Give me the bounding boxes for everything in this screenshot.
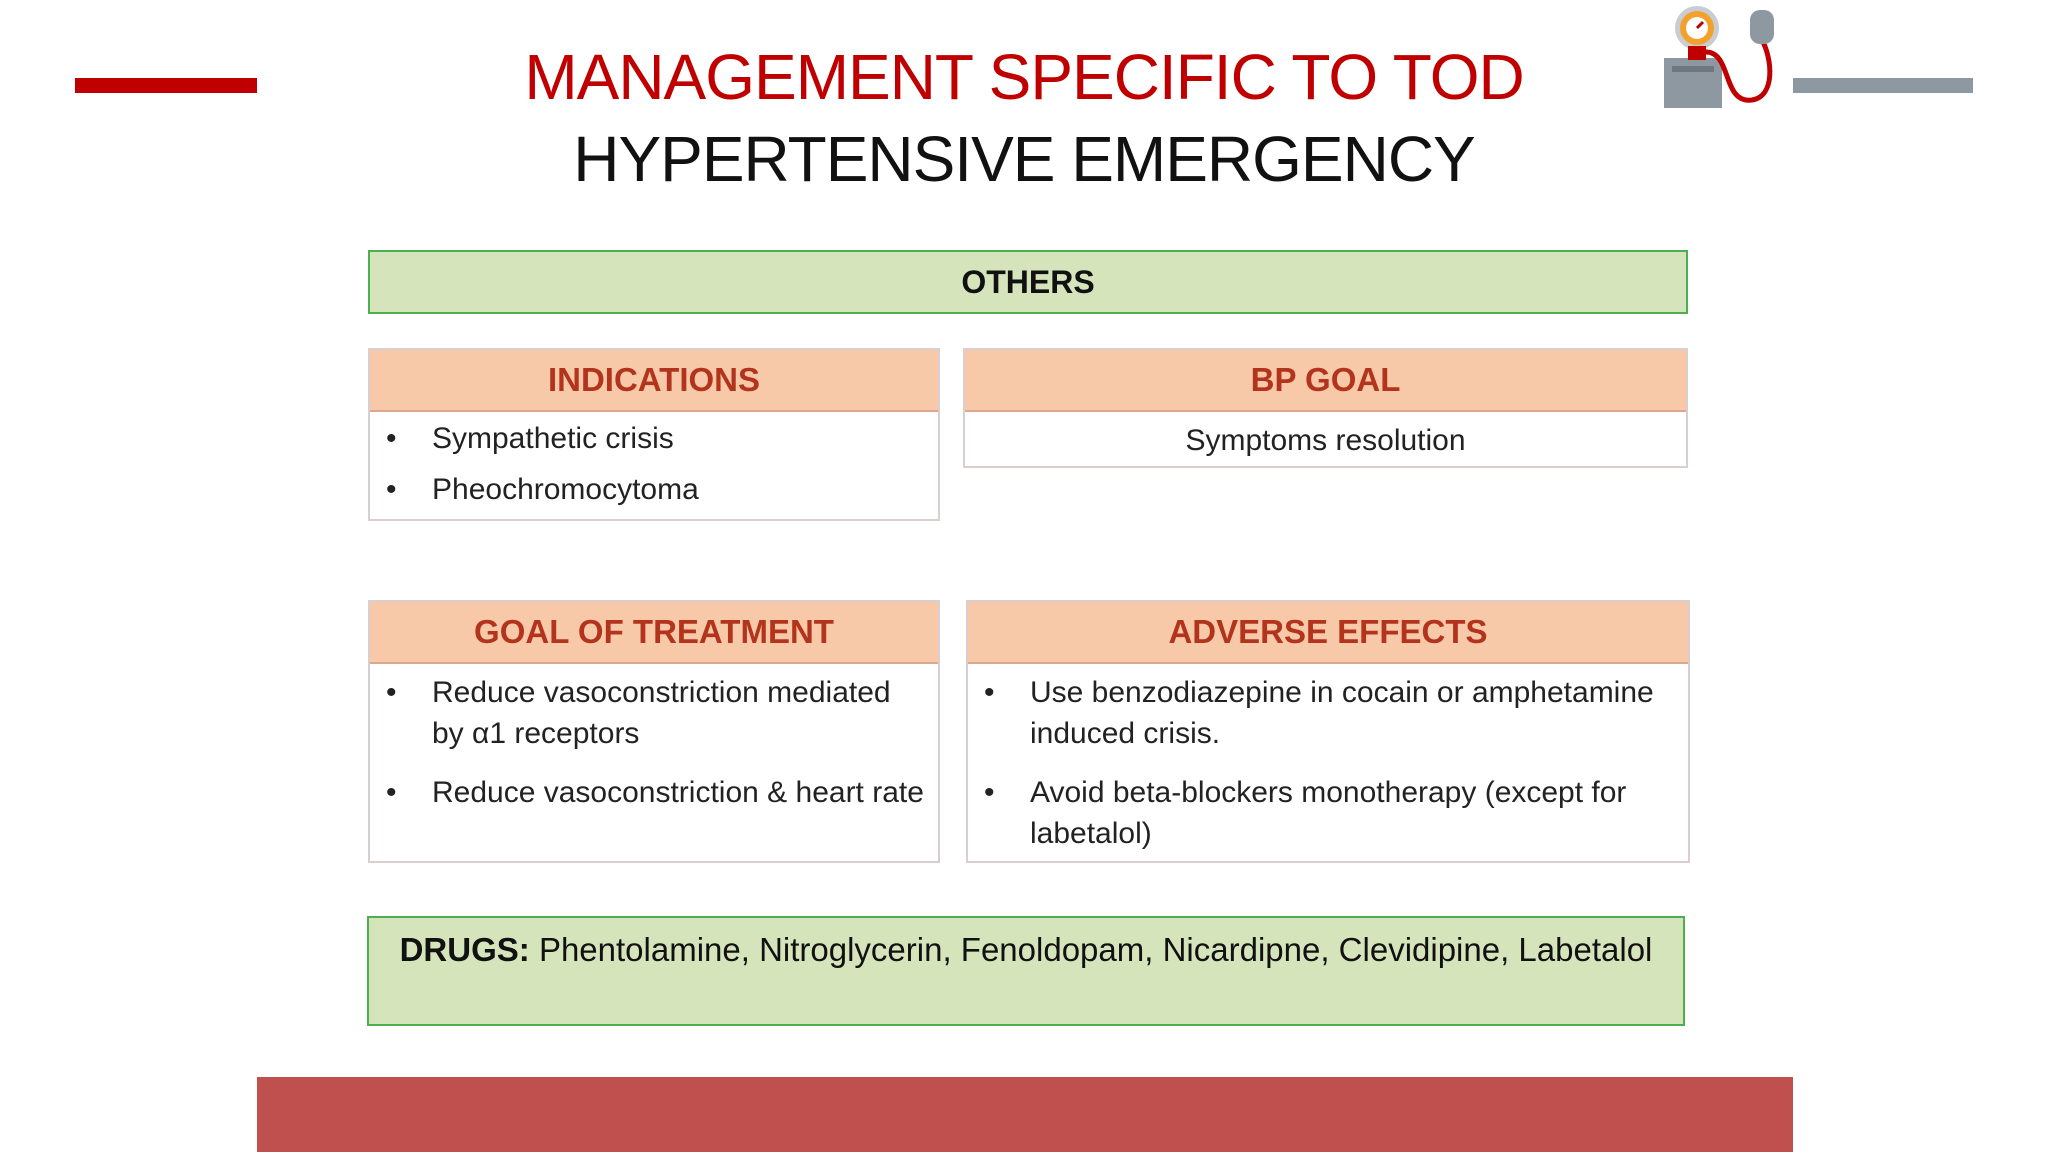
list-item bbox=[968, 672, 1688, 754]
adverse-effects-header: ADVERSE EFFECTS bbox=[968, 602, 1688, 664]
bullet: • bbox=[984, 676, 995, 709]
list-item bbox=[370, 672, 938, 754]
adverse-effects-list bbox=[968, 664, 1688, 854]
indications-header: INDICATIONS bbox=[370, 350, 938, 412]
drugs-label: DRUGS: bbox=[399, 931, 530, 968]
goal-of-treatment-card bbox=[368, 600, 940, 863]
list-item-text: Avoid beta-blockers monotherapy (except for labetalol) bbox=[1030, 776, 1627, 850]
goal-of-treatment-list bbox=[370, 664, 938, 813]
blood-pressure-monitor-icon bbox=[1662, 0, 1792, 112]
bp-goal-header: BP GOAL bbox=[965, 350, 1686, 412]
page-title: MANAGEMENT SPECIFIC TO TOD bbox=[524, 41, 1524, 113]
list-item-text: Reduce vasoconstriction & heart rate bbox=[432, 776, 924, 809]
page-subtitle: HYPERTENSIVE EMERGENCY bbox=[573, 123, 1475, 195]
goal-of-treatment-header: GOAL OF TREATMENT bbox=[370, 602, 938, 664]
list-item-text: Use benzodiazepine in cocain or amphetamine induced crisis. bbox=[1030, 676, 1654, 750]
others-banner: OTHERS bbox=[368, 250, 1688, 314]
indications-list bbox=[370, 412, 938, 510]
bullet: • bbox=[984, 776, 995, 809]
bullet: • bbox=[386, 422, 397, 455]
list-item bbox=[968, 772, 1688, 854]
adverse-effects-card bbox=[966, 600, 1690, 863]
bullet: • bbox=[386, 676, 397, 709]
list-item-text: Pheochromocytoma bbox=[432, 473, 699, 506]
list-item-text: Reduce vasoconstriction mediated by α1 receptors bbox=[432, 676, 891, 750]
drugs-list-text: Phentolamine, Nitroglycerin, Fenoldopam, Nicardipne, Clevidipine, Labetalol bbox=[538, 931, 1653, 968]
list-item-text: Sympathetic crisis bbox=[432, 422, 674, 455]
bullet: • bbox=[386, 473, 397, 506]
bottom-bar bbox=[257, 1077, 1793, 1152]
bp-goal-card bbox=[963, 348, 1688, 468]
bullet: • bbox=[386, 776, 397, 809]
list-item bbox=[370, 772, 938, 813]
list-item bbox=[370, 418, 938, 459]
list-item bbox=[370, 469, 938, 510]
bp-goal-text: Symptoms resolution bbox=[1185, 424, 1466, 457]
indications-card bbox=[368, 348, 940, 521]
drugs-banner bbox=[367, 916, 1685, 1026]
